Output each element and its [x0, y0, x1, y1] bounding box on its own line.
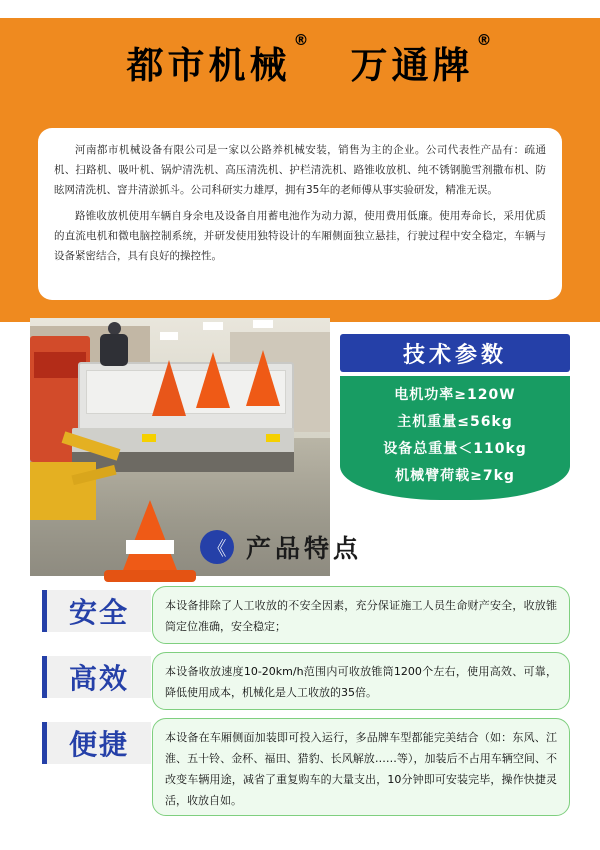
company-intro-box [38, 128, 562, 300]
traffic-cone-small-1 [196, 352, 230, 408]
feature-text-safety: 本设备排除了人工收放的不安全因素，充分保证施工人员生命财产安全，收放锥筒定位准确，安全稳定； [165, 599, 557, 633]
feature-body-convenience [152, 718, 570, 816]
header-banner [0, 18, 600, 106]
feature-text-convenience: 本设备在车厢侧面加装即可投入运行，多品牌车型都能完美结合（如：东风、江淮、五十铃、金杯、福田、猎豹、长风解放……等），加装后不占用车辆空间、不改变车辆用途，减省了重复购车的大量支出，10分钟即可安装完毕，操作快捷灵活，收放自如。 [165, 731, 557, 807]
brand-right [350, 31, 492, 89]
registered-mark-left: ® [293, 31, 309, 49]
brand-left [126, 31, 309, 89]
brand-left-text: 都市机械 [126, 44, 291, 87]
traffic-cone-small-3 [152, 360, 186, 416]
feature-row-efficiency [30, 652, 570, 714]
tech-param-main-weight: 主机重量≤56kg [397, 414, 513, 430]
traffic-cone-foreground [120, 500, 180, 578]
top-margin [0, 0, 600, 18]
tech-param-total-weight: 设备总重量＜110kg [383, 441, 527, 457]
feature-tag-safety [42, 590, 151, 632]
feature-tag-convenience-label: 便捷 [68, 728, 129, 761]
cone-stripe [253, 320, 273, 328]
feature-row-safety [30, 586, 570, 648]
features-title: 产品特点 [246, 534, 363, 563]
chevron-left-icon: 《 [200, 530, 234, 564]
tech-param-motor-power: 电机功率≥120W [394, 387, 516, 403]
worker-body [100, 334, 128, 366]
registered-mark-right: ® [476, 31, 492, 49]
cone-stripe [203, 322, 223, 330]
traffic-cone-foreground-base [104, 570, 196, 582]
tech-params-title: 技术参数 [402, 342, 507, 368]
tech-params-title-bar [340, 334, 570, 372]
traffic-cone-foreground-stripe [126, 540, 174, 554]
truck-light-right [266, 434, 280, 442]
tech-param-arm-load: 机械臂荷载≥7kg [395, 468, 515, 484]
feature-tag-efficiency [42, 656, 151, 698]
feature-tag-efficiency-label: 高效 [68, 662, 129, 695]
feature-row-convenience [30, 718, 570, 818]
feature-tag-convenience [42, 722, 151, 764]
truck-light-left [142, 434, 156, 442]
feature-body-safety [152, 586, 570, 644]
cone-stripe [160, 332, 178, 340]
intro-paragraph-2: 路锥收放机使用车辆自身余电及设备自用蓄电池作为动力源，使用费用低廉。使用寿命长，采用优质的直流电机和微电脑控制系统，并研发使用独特设计的车厢侧面独立悬挂，行驶过程中安全稳定，车辆与设备紧密结合，具有良好的操控性。 [54, 210, 546, 262]
feature-tag-safety-label: 安全 [68, 596, 129, 629]
feature-body-efficiency [152, 652, 570, 710]
features-title-row [200, 524, 460, 570]
brand-right-text: 万通牌 [350, 44, 474, 87]
intro-paragraph-1: 河南都市机械设备有限公司是一家以公路养机械安装，销售为主的企业。公司代表性产品有：疏通机、扫路机、吸叶机、锅炉清洗机、高压清洗机、护栏清洗机、路锥收放机、纯不锈钢脆雪剂撒布机、防眩网清洗机、窨井清淤抓斗。公司科研实力雄厚，拥有35年的老师傅从事实验研发，精准无误。 [54, 144, 546, 196]
tech-params-panel [340, 376, 570, 500]
traffic-cone-small-2 [246, 350, 280, 406]
feature-text-efficiency: 本设备收放速度10-20km/h范围内可收放锥筒1200个左右，使用高效、可靠，降低使用成本，机械化是人工收放的35倍。 [165, 665, 557, 699]
